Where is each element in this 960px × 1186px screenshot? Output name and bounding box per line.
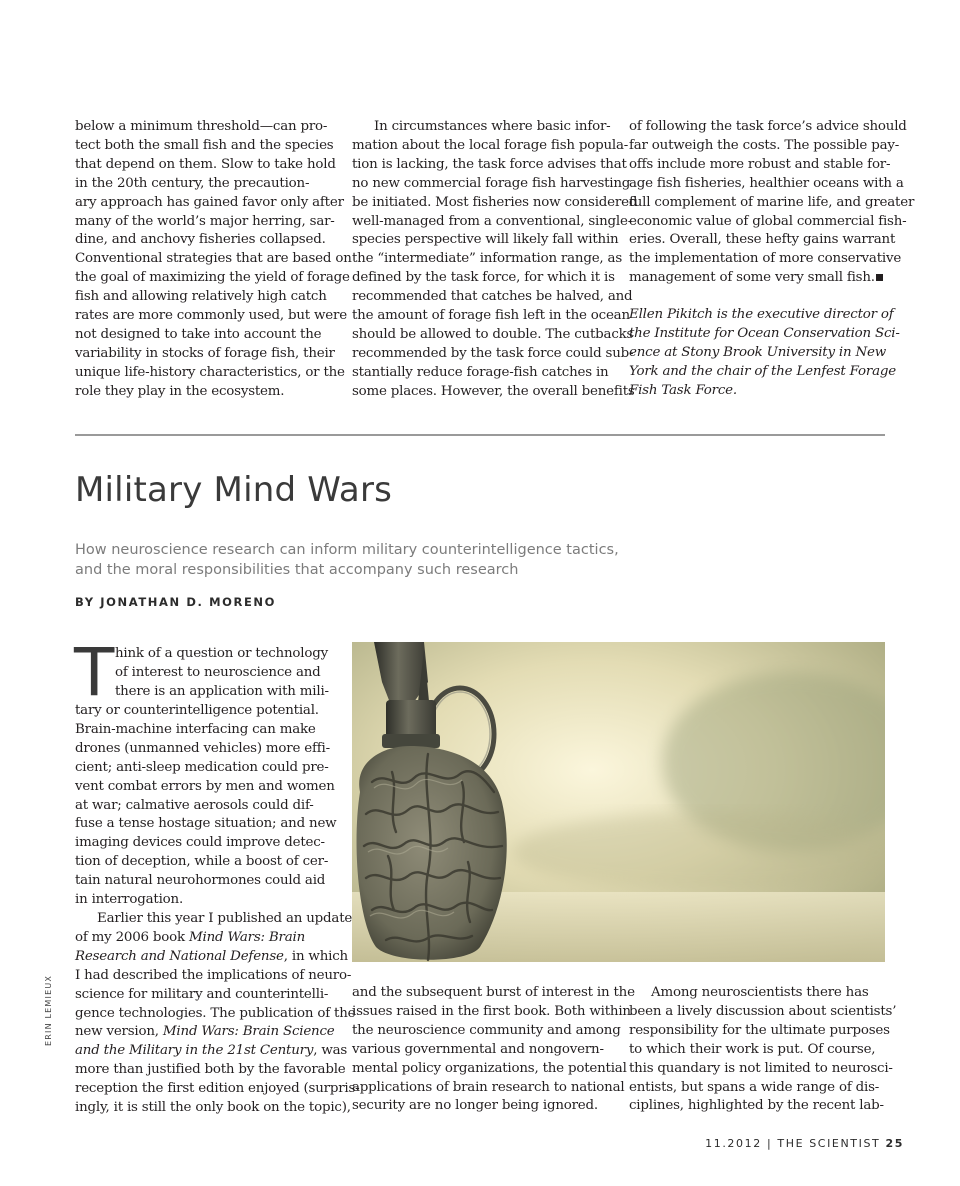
prev-article-column-3 (629, 118, 914, 288)
text-line: of following the task force’s advice should (629, 119, 907, 134)
text-line: eries. Overall, these hefty gains warrant (629, 232, 896, 248)
text-line: hink of a question or technology (115, 646, 328, 661)
text-line: tion is lacking, the task force advises that (352, 156, 627, 172)
text-line: role they play in the ecosystem. (75, 383, 285, 399)
page-number: 25 (885, 1137, 904, 1150)
grenade-brain-illustration (352, 642, 885, 962)
text-line: in the 20th century, the precaution- (75, 175, 310, 191)
text-line: applications of brain research to national (352, 1079, 625, 1095)
text-line: the amount of forage fish left in the ocean (352, 308, 630, 324)
text-line: far outweigh the costs. The possible pay- (629, 137, 900, 153)
text-line: be initiated. Most fisheries now considered (352, 194, 638, 210)
text-line: I had described the implications of neuro- (75, 967, 352, 983)
drop-cap: T (74, 634, 115, 711)
text-line: tain natural neurohormones could aid (75, 873, 326, 889)
book-title: Mind Wars: Brain (189, 929, 306, 945)
text-line: mental policy organizations, the potential (352, 1060, 627, 1076)
prev-article-column-1 (75, 118, 352, 402)
text-line: recommended that catches be halved, and (352, 289, 633, 305)
text-line: drones (unmanned vehicles) more effi- (75, 740, 330, 756)
text-line: Fish Task Force. (629, 382, 737, 398)
text-line: the neuroscience community and among (352, 1022, 621, 1038)
text-line: and the subsequent burst of interest in the (352, 985, 635, 1000)
text-line: Among neuroscientists there has (651, 985, 869, 1000)
text-line: more than justified both by the favorable (75, 1062, 346, 1078)
text-line: mation about the local forage fish popula- (352, 137, 629, 153)
text-line: ciplines, highlighted by the recent lab- (629, 1098, 884, 1114)
text-line (75, 948, 360, 967)
text-line: In circumstances where basic infor- (374, 119, 611, 134)
text-line: management of some very small fish. (629, 270, 875, 286)
article-title: Military Mind Wars (75, 470, 393, 510)
text-line: the Institute for Ocean Conservation Sci- (629, 325, 900, 341)
text-line: the goal of maximizing the yield of forage (75, 270, 350, 286)
text-run: , in which (283, 948, 348, 964)
text-line: rates are more commonly used, but were (75, 308, 347, 324)
page-footer (705, 1137, 904, 1150)
article-column-2 (352, 984, 635, 1116)
text-line: cient; anti-sleep medication could pre- (75, 759, 329, 775)
text-line: full complement of marine life, and greater (629, 194, 915, 210)
byline: BY JONATHAN D. MORENO (75, 595, 277, 609)
text-line: York and the chair of the Lenfest Forage (629, 363, 896, 379)
text-line: Conventional strategies that are based on (75, 251, 352, 267)
text-line: entists, but spans a wide range of dis- (629, 1079, 880, 1095)
text-line: at war; calmative aerosols could dif- (75, 797, 314, 813)
text-line: some places. However, the overall benefits (352, 383, 635, 399)
text-line: there is an application with mili- (115, 683, 329, 699)
book-title: and the Military in the 21st Century (75, 1043, 314, 1059)
text-line: tect both the small fish and the species (75, 137, 334, 153)
text-line: ary approach has gained favor only after (75, 194, 344, 210)
section-divider (75, 434, 885, 436)
text-line: variability in stocks of forage fish, their (75, 345, 335, 361)
text-line: this quandary is not limited to neurosci- (629, 1060, 893, 1076)
text-line: fish and allowing relatively high catch (75, 289, 327, 305)
text-line: security are no longer being ignored. (352, 1098, 598, 1114)
text-line: recommended by the task force could sub- (352, 345, 634, 361)
photo-credit: ERIN LEMIEUX (44, 974, 53, 1046)
footer-separator: | (766, 1137, 773, 1150)
text-line: dine, and anchovy fisheries collapsed. (75, 232, 326, 248)
prev-article-column-2 (352, 118, 637, 402)
text-line: economic value of global commercial fish- (629, 213, 907, 229)
text-line: below a minimum threshold—can pro- (75, 119, 328, 134)
text-line: unique life-history characteristics, or the (75, 364, 345, 380)
paragraph-2 (75, 910, 360, 1118)
text-line: defined by the task force, for which it is (352, 270, 615, 286)
article-column-1 (75, 702, 360, 1118)
text-line: in interrogation. (75, 892, 184, 908)
text-line: various governmental and nongovern- (352, 1041, 604, 1057)
deck-line: and the moral responsibilities that accompany such research (75, 562, 519, 578)
text-line: stantially reduce forage-fish catches in (352, 364, 609, 380)
text-line: Earlier this year I published an update (97, 910, 353, 926)
text-line: of interest to neuroscience and (115, 664, 321, 680)
text-line: issues raised in the first book. Both within (352, 1003, 631, 1019)
text-line: vent combat errors by men and women (75, 778, 335, 794)
text-line: reception the first edition enjoyed (surpris- (75, 1081, 360, 1097)
text-line: should be allowed to double. The cutbacks (352, 326, 634, 342)
text-line: imaging devices could improve detec- (75, 835, 325, 851)
text-line (75, 929, 360, 948)
end-of-article-mark (876, 274, 883, 281)
illustration-image (352, 642, 885, 962)
text-line: tion of deception, while a boost of cer- (75, 854, 329, 870)
text-line: fuse a tense hostage situation; and new (75, 816, 337, 832)
text-line: to which their work is put. Of course, (629, 1041, 876, 1057)
text-line: Brain-machine interfacing can make (75, 721, 316, 737)
text-line (75, 1023, 360, 1042)
text-line: responsibility for the ultimate purposes (629, 1022, 890, 1038)
issue-date: 11.2012 (705, 1137, 762, 1150)
text-run: new version, (75, 1024, 163, 1040)
text-line: ingly, it is still the only book on the topic), (75, 1100, 351, 1116)
text-run: , was (313, 1043, 348, 1059)
text-line: not designed to take into account the (75, 326, 322, 342)
paragraph-1 (75, 702, 360, 910)
dropcap-lines (115, 645, 329, 702)
text-line: been a lively discussion about scientists’ (629, 1003, 897, 1019)
text-line (75, 1042, 360, 1061)
book-title: Mind Wars: Brain Science (162, 1024, 335, 1040)
text-line: offs include more robust and stable for- (629, 156, 891, 172)
article-deck (75, 540, 619, 580)
text-line: the implementation of more conservative (629, 251, 902, 267)
text-line: ence at Stony Brook University in New (629, 344, 886, 360)
text-line: tary or counterintelligence potential. (75, 703, 319, 718)
text-line: many of the world’s major herring, sar- (75, 213, 335, 229)
text-line: gence technologies. The publication of the (75, 1005, 356, 1021)
text-line: species perspective will likely fall within (352, 232, 619, 248)
text-line: Ellen Pikitch is the executive director of (629, 307, 894, 322)
magazine-name: THE SCIENTIST (777, 1137, 881, 1150)
text-line: science for military and counterintelli- (75, 986, 329, 1002)
author-bio (629, 306, 900, 401)
text-run: of my 2006 book (75, 929, 189, 945)
deck-line: How neuroscience research can inform military counterintelligence tactics, (75, 542, 619, 558)
text-line: that depend on them. Slow to take hold (75, 156, 336, 172)
text-line: well-managed from a conventional, single- (352, 213, 633, 229)
text-line: no new commercial forage fish harvesting (352, 175, 631, 191)
article-column-3 (629, 984, 896, 1116)
text-line: the “intermediate” information range, as (352, 251, 622, 267)
book-title: Research and National Defense (75, 948, 284, 964)
text-line: age fish fisheries, healthier oceans with a (629, 175, 904, 191)
